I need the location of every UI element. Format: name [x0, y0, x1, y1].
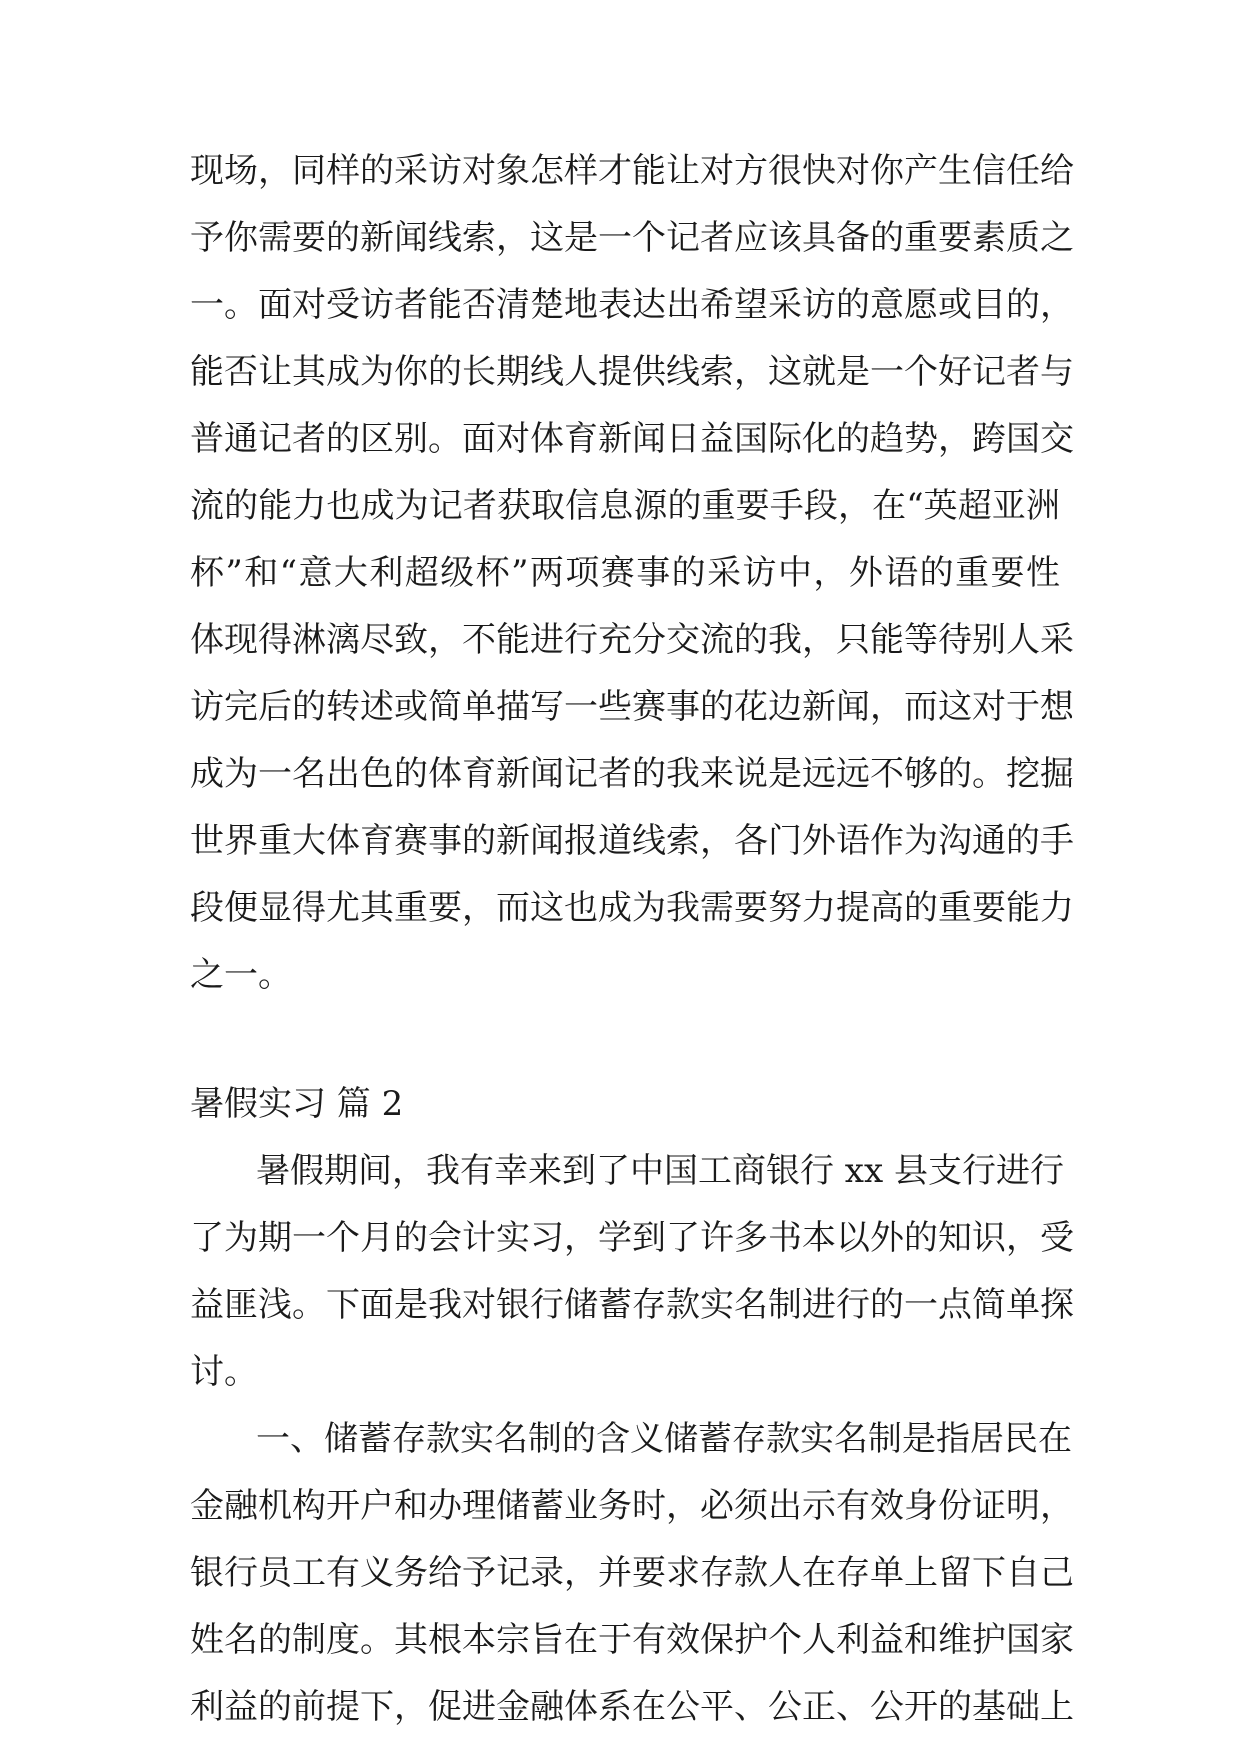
text-line: 姓名的制度。其根本宗旨在于有效保护个人利益和维护国家	[190, 1620, 1074, 1660]
text-line: 金融机构开户和办理储蓄业务时，必须出示有效身份证明，	[190, 1486, 1074, 1526]
text-line: 一。面对受访者能否清楚地表达出希望采访的意愿或目的，	[190, 285, 1074, 325]
text-line: 普通记者的区别。面对体育新闻日益国际化的趋势，跨国交	[190, 419, 1074, 459]
text-line: 段便显得尤其重要，而这也成为我需要努力提高的重要能力	[190, 888, 1074, 928]
text-line: 体现得淋漓尽致，不能进行充分交流的我，只能等待别人采	[190, 620, 1074, 660]
text-line: 成为一名出色的体育新闻记者的我来说是远远不够的。挖掘	[190, 754, 1074, 794]
text-line: 之一。	[190, 955, 292, 995]
text-line: 银行员工有义务给予记录，并要求存款人在存单上留下自己	[190, 1553, 1074, 1593]
text-line: 访完后的转述或简单描写一些赛事的花边新闻，而这对于想	[190, 687, 1074, 727]
text-line: 流的能力也成为记者获取信息源的重要手段，在“英超亚洲	[190, 486, 1060, 526]
text-line: 益匪浅。下面是我对银行储蓄存款实名制进行的一点简单探	[190, 1285, 1074, 1325]
text-line: 予你需要的新闻线索，这是一个记者应该具备的重要素质之	[190, 218, 1074, 258]
text-line: 讨。	[190, 1352, 258, 1392]
text-line: 能否让其成为你的长期线人提供线索，这就是一个好记者与	[190, 352, 1074, 392]
text-line: 一、储蓄存款实名制的含义储蓄存款实名制是指居民在	[256, 1419, 1072, 1459]
section-heading: 暑假实习 篇 2	[190, 1084, 404, 1124]
text-line: 了为期一个月的会计实习，学到了许多书本以外的知识，受	[190, 1218, 1074, 1258]
text-line: 利益的前提下，促进金融体系在公平、公正、公开的基础上	[190, 1687, 1074, 1727]
text-line: 现场，同样的采访对象怎样才能让对方很快对你产生信任给	[190, 151, 1074, 191]
text-line: 暑假期间，我有幸来到了中国工商银行 xx 县支行进行	[256, 1151, 1064, 1191]
text-line: 杯”和“意大利超级杯”两项赛事的采访中，外语的重要性	[190, 553, 1060, 593]
text-line: 世界重大体育赛事的新闻报道线索，各门外语作为沟通的手	[190, 821, 1074, 861]
